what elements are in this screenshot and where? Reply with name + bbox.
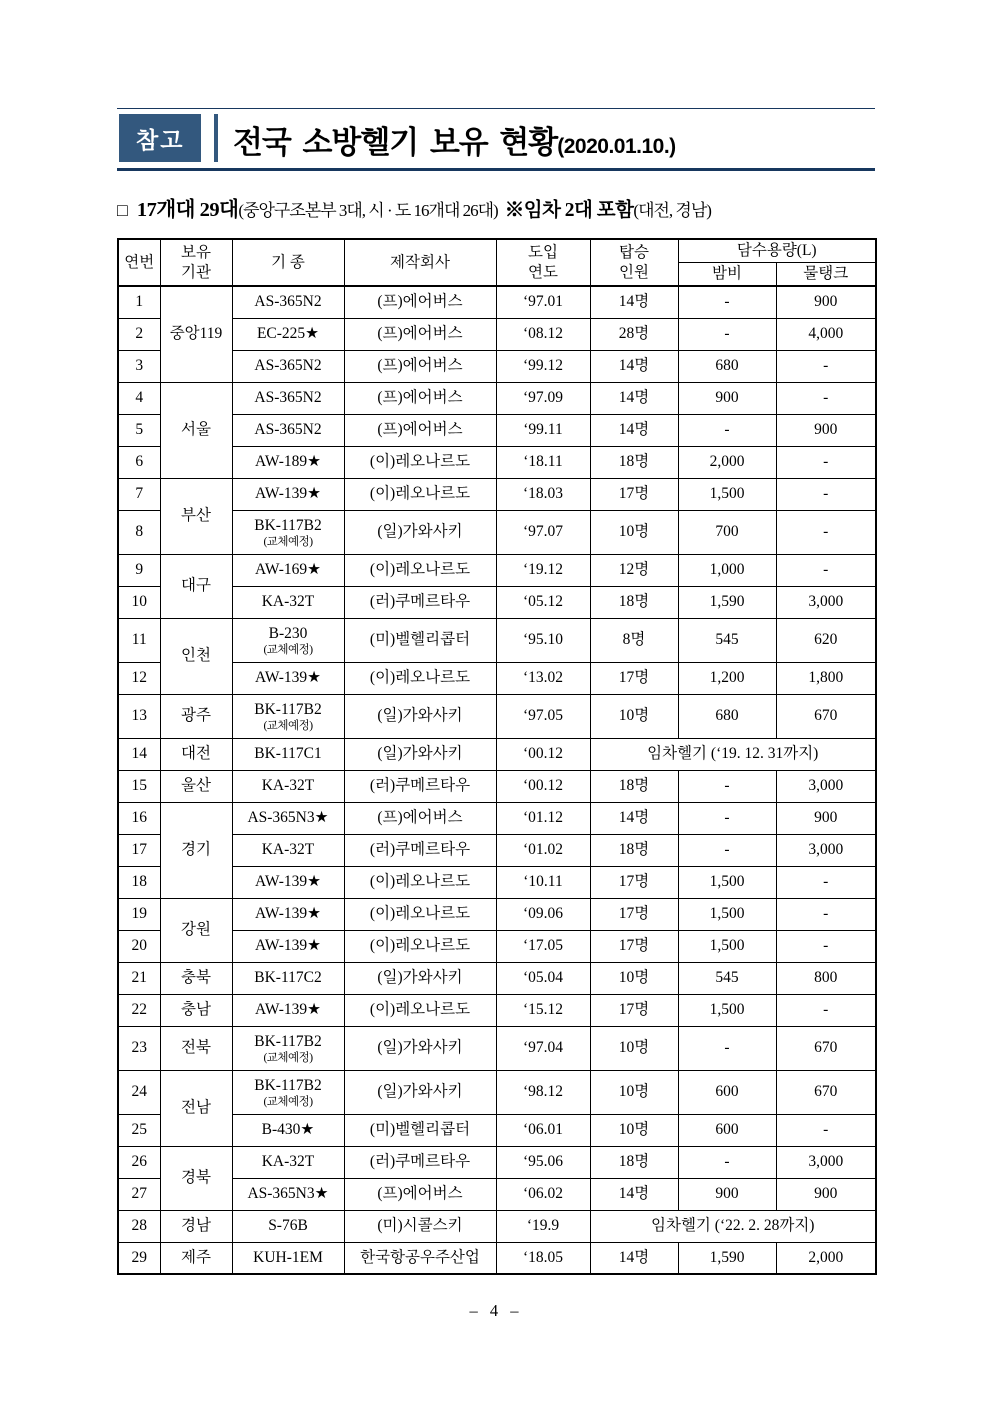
model-replacement-note: (교체예정): [263, 1052, 313, 1065]
cell-bambi-capacity: 1,000: [678, 554, 776, 586]
cell-tank-capacity: 800: [776, 962, 876, 994]
col-header-seats: 탑승 인원: [590, 239, 678, 286]
cell-manufacturer: (프)에어버스: [344, 414, 496, 446]
cell-tank-capacity: 900: [776, 802, 876, 834]
model-replacement-note: (교체예정): [263, 644, 313, 657]
cell-intro-year: ‘00.12: [496, 770, 590, 802]
cell-manufacturer: (이)레오나르도: [344, 930, 496, 962]
cell-manufacturer: (러)쿠메르타우: [344, 586, 496, 618]
table-row: [118, 930, 876, 962]
cell-seats: 10명: [590, 1026, 678, 1070]
cell-model: AS-365N2: [232, 286, 344, 318]
cell-model: [232, 510, 344, 554]
cell-seats: 14명: [590, 286, 678, 318]
table-row: [118, 738, 876, 770]
col-header-bambi: 밤비: [678, 263, 776, 287]
cell-intro-year: ‘99.12: [496, 350, 590, 382]
page-title: 전국 소방헬기 보유 현황: [232, 125, 558, 160]
cell-seats: 10명: [590, 1070, 678, 1114]
cell-seats: 17명: [590, 478, 678, 510]
cell-tank-capacity: -: [776, 554, 876, 586]
cell-intro-year: ‘97.07: [496, 510, 590, 554]
cell-bambi-capacity: 545: [678, 962, 776, 994]
cell-manufacturer: (일)가와사키: [344, 510, 496, 554]
cell-lease-note: 임차헬기 (‘19. 12. 31까지): [590, 738, 876, 770]
cell-model: [232, 1070, 344, 1114]
table-row: [118, 1070, 876, 1114]
cell-number: 25: [118, 1114, 160, 1146]
cell-number: 21: [118, 962, 160, 994]
cell-model: B-430★: [232, 1114, 344, 1146]
cell-number: 4: [118, 382, 160, 414]
cell-organization: 충남: [160, 994, 232, 1026]
cell-intro-year: ‘97.01: [496, 286, 590, 318]
cell-tank-capacity: -: [776, 898, 876, 930]
cell-model: AS-365N2: [232, 350, 344, 382]
cell-seats: 14명: [590, 414, 678, 446]
cell-model: BK-117C1: [232, 738, 344, 770]
table-row: [118, 898, 876, 930]
col-header-capacity: 담수용량(L): [678, 239, 876, 263]
table-row: [118, 554, 876, 586]
cell-number: 19: [118, 898, 160, 930]
cell-number: 29: [118, 1242, 160, 1274]
cell-bambi-capacity: 1,500: [678, 866, 776, 898]
cell-number: 8: [118, 510, 160, 554]
table-row: [118, 694, 876, 738]
cell-organization: 전남: [160, 1070, 232, 1146]
cell-model: S-76B: [232, 1210, 344, 1242]
cell-seats: 10명: [590, 694, 678, 738]
cell-manufacturer: (이)레오나르도: [344, 898, 496, 930]
table-row: [118, 414, 876, 446]
cell-model: AW-139★: [232, 898, 344, 930]
cell-bambi-capacity: 600: [678, 1070, 776, 1114]
cell-bambi-capacity: 680: [678, 350, 776, 382]
cell-model: BK-117C2: [232, 962, 344, 994]
col-header-org: 보유 기관: [160, 239, 232, 286]
cell-organization: 충북: [160, 962, 232, 994]
table-row: [118, 446, 876, 478]
cell-manufacturer: (미)벨헬리콥터: [344, 1114, 496, 1146]
cell-number: 7: [118, 478, 160, 510]
cell-seats: 18명: [590, 446, 678, 478]
cell-bambi-capacity: 680: [678, 694, 776, 738]
cell-number: 24: [118, 1070, 160, 1114]
cell-model: AW-139★: [232, 478, 344, 510]
cell-intro-year: ‘97.09: [496, 382, 590, 414]
cell-manufacturer: (미)시콜스키: [344, 1210, 496, 1242]
cell-manufacturer: (일)가와사키: [344, 694, 496, 738]
cell-seats: 14명: [590, 1242, 678, 1274]
cell-model: AW-139★: [232, 930, 344, 962]
cell-organization: 경북: [160, 1146, 232, 1210]
cell-bambi-capacity: 1,500: [678, 930, 776, 962]
page-number: – 4 –: [469, 1301, 523, 1321]
table-row: [118, 866, 876, 898]
cell-model: [232, 694, 344, 738]
cell-manufacturer: (이)레오나르도: [344, 662, 496, 694]
summary-total: 17개대 29대: [136, 199, 239, 221]
cell-tank-capacity: -: [776, 446, 876, 478]
cell-organization: 대전: [160, 738, 232, 770]
cell-bambi-capacity: -: [678, 802, 776, 834]
cell-bambi-capacity: 700: [678, 510, 776, 554]
cell-model: AW-139★: [232, 662, 344, 694]
cell-number: 28: [118, 1210, 160, 1242]
table-row: [118, 802, 876, 834]
cell-organization: 중앙119: [160, 286, 232, 382]
cell-manufacturer: (이)레오나르도: [344, 994, 496, 1026]
cell-tank-capacity: 620: [776, 618, 876, 662]
cell-bambi-capacity: 900: [678, 1178, 776, 1210]
cell-number: 27: [118, 1178, 160, 1210]
cell-model: KA-32T: [232, 586, 344, 618]
cell-seats: 28명: [590, 318, 678, 350]
cell-seats: 17명: [590, 898, 678, 930]
summary-line: [117, 192, 875, 222]
table-header: [118, 239, 876, 286]
model-name: B-230: [268, 624, 308, 642]
cell-number: 18: [118, 866, 160, 898]
cell-manufacturer: (러)쿠메르타우: [344, 834, 496, 866]
cell-intro-year: ‘18.05: [496, 1242, 590, 1274]
cell-intro-year: ‘95.10: [496, 618, 590, 662]
cell-manufacturer: (일)가와사키: [344, 962, 496, 994]
cell-intro-year: ‘18.03: [496, 478, 590, 510]
cell-seats: 17명: [590, 994, 678, 1026]
cell-tank-capacity: 4,000: [776, 318, 876, 350]
cell-organization: 광주: [160, 694, 232, 738]
cell-intro-year: ‘17.05: [496, 930, 590, 962]
cell-bambi-capacity: 1,500: [678, 994, 776, 1026]
cell-intro-year: ‘13.02: [496, 662, 590, 694]
cell-bambi-capacity: 1,500: [678, 898, 776, 930]
cell-model: AS-365N3★: [232, 802, 344, 834]
cell-number: 22: [118, 994, 160, 1026]
cell-manufacturer: (러)쿠메르타우: [344, 1146, 496, 1178]
cell-organization: 제주: [160, 1242, 232, 1274]
cell-number: 6: [118, 446, 160, 478]
cell-organization: 경기: [160, 802, 232, 898]
cell-organization: 인천: [160, 618, 232, 694]
cell-model: AW-139★: [232, 994, 344, 1026]
table-row: [118, 1242, 876, 1274]
cell-intro-year: ‘01.02: [496, 834, 590, 866]
cell-number: 23: [118, 1026, 160, 1070]
table-row: [118, 1026, 876, 1070]
table-row: [118, 1146, 876, 1178]
header-band: [117, 108, 875, 171]
cell-number: 5: [118, 414, 160, 446]
cell-number: 17: [118, 834, 160, 866]
cell-organization: 강원: [160, 898, 232, 962]
cell-bambi-capacity: -: [678, 1146, 776, 1178]
cell-manufacturer: (프)에어버스: [344, 382, 496, 414]
cell-tank-capacity: -: [776, 350, 876, 382]
cell-model: AS-365N2: [232, 414, 344, 446]
cell-organization: 울산: [160, 770, 232, 802]
cell-seats: 17명: [590, 930, 678, 962]
cell-tank-capacity: 900: [776, 286, 876, 318]
document-page: [117, 0, 875, 1321]
cell-tank-capacity: 900: [776, 1178, 876, 1210]
cell-model: AW-169★: [232, 554, 344, 586]
table-row: [118, 994, 876, 1026]
cell-manufacturer: (미)벨헬리콥터: [344, 618, 496, 662]
cell-model: KA-32T: [232, 770, 344, 802]
cell-bambi-capacity: 1,200: [678, 662, 776, 694]
cell-seats: 18명: [590, 834, 678, 866]
cell-seats: 18명: [590, 770, 678, 802]
cell-seats: 14명: [590, 1178, 678, 1210]
table-row: [118, 478, 876, 510]
cell-model: AS-365N2: [232, 382, 344, 414]
cell-tank-capacity: 900: [776, 414, 876, 446]
cell-bambi-capacity: -: [678, 1026, 776, 1070]
summary-lease-note: ※임차 2대 포함: [504, 200, 634, 221]
cell-model: AS-365N3★: [232, 1178, 344, 1210]
table-row: [118, 382, 876, 414]
table-row: [118, 318, 876, 350]
cell-bambi-capacity: -: [678, 770, 776, 802]
cell-manufacturer: (일)가와사키: [344, 1026, 496, 1070]
cell-manufacturer: (프)에어버스: [344, 318, 496, 350]
cell-tank-capacity: -: [776, 866, 876, 898]
cell-bambi-capacity: 545: [678, 618, 776, 662]
cell-bambi-capacity: 900: [678, 382, 776, 414]
cell-intro-year: ‘15.12: [496, 994, 590, 1026]
cell-organization: 부산: [160, 478, 232, 554]
square-bullet-icon: □: [117, 200, 128, 220]
table-row: [118, 834, 876, 866]
cell-seats: 10명: [590, 510, 678, 554]
model-name: BK-117B2: [254, 1076, 322, 1094]
cell-organization: 경남: [160, 1210, 232, 1242]
cell-seats: 18명: [590, 586, 678, 618]
cell-tank-capacity: -: [776, 1114, 876, 1146]
cell-intro-year: ‘00.12: [496, 738, 590, 770]
cell-bambi-capacity: 600: [678, 1114, 776, 1146]
cell-intro-year: ‘97.04: [496, 1026, 590, 1070]
summary-lease-regions: (대전, 경남): [633, 201, 711, 220]
cell-number: 14: [118, 738, 160, 770]
cell-seats: 14명: [590, 350, 678, 382]
cell-bambi-capacity: -: [678, 318, 776, 350]
cell-model: AW-139★: [232, 866, 344, 898]
page-title-date: (2020.01.10.): [557, 135, 676, 158]
cell-seats: 12명: [590, 554, 678, 586]
cell-number: 9: [118, 554, 160, 586]
cell-seats: 14명: [590, 382, 678, 414]
cell-tank-capacity: -: [776, 510, 876, 554]
cell-manufacturer: (프)에어버스: [344, 802, 496, 834]
cell-intro-year: ‘99.11: [496, 414, 590, 446]
table-row: [118, 962, 876, 994]
cell-organization: 서울: [160, 382, 232, 478]
cell-number: 11: [118, 618, 160, 662]
model-name: BK-117B2: [254, 1032, 322, 1050]
table-row: [118, 662, 876, 694]
table-row: [118, 618, 876, 662]
cell-tank-capacity: -: [776, 994, 876, 1026]
cell-intro-year: ‘06.01: [496, 1114, 590, 1146]
cell-seats: 18명: [590, 1146, 678, 1178]
cell-model: KUH-1EM: [232, 1242, 344, 1274]
helicopter-table: [117, 238, 877, 1275]
cell-tank-capacity: 3,000: [776, 770, 876, 802]
cell-number: 26: [118, 1146, 160, 1178]
table-row: [118, 286, 876, 318]
model-replacement-note: (교체예정): [263, 1096, 313, 1109]
model-name: BK-117B2: [254, 700, 322, 718]
reference-badge: 참고: [119, 114, 201, 162]
cell-intro-year: ‘05.04: [496, 962, 590, 994]
table-row: [118, 1114, 876, 1146]
col-header-year: 도입 연도: [496, 239, 590, 286]
cell-bambi-capacity: -: [678, 414, 776, 446]
cell-seats: 17명: [590, 662, 678, 694]
cell-manufacturer: (프)에어버스: [344, 286, 496, 318]
cell-tank-capacity: -: [776, 478, 876, 510]
cell-model: [232, 618, 344, 662]
cell-bambi-capacity: -: [678, 286, 776, 318]
cell-manufacturer: (러)쿠메르타우: [344, 770, 496, 802]
model-replacement-note: (교체예정): [263, 720, 313, 733]
cell-tank-capacity: 2,000: [776, 1242, 876, 1274]
cell-intro-year: ‘08.12: [496, 318, 590, 350]
cell-number: 2: [118, 318, 160, 350]
cell-manufacturer: (프)에어버스: [344, 1178, 496, 1210]
cell-manufacturer: 한국항공우주산업: [344, 1242, 496, 1274]
cell-tank-capacity: -: [776, 382, 876, 414]
table-row: [118, 350, 876, 382]
cell-lease-note: 임차헬기 (‘22. 2. 28까지): [590, 1210, 876, 1242]
cell-intro-year: ‘97.05: [496, 694, 590, 738]
cell-model: KA-32T: [232, 1146, 344, 1178]
cell-tank-capacity: 1,800: [776, 662, 876, 694]
cell-tank-capacity: 670: [776, 1026, 876, 1070]
cell-intro-year: ‘01.12: [496, 802, 590, 834]
cell-bambi-capacity: 1,590: [678, 1242, 776, 1274]
cell-seats: 10명: [590, 962, 678, 994]
title-wrap: [218, 114, 676, 162]
table-row: [118, 586, 876, 618]
table-row: [118, 1178, 876, 1210]
cell-tank-capacity: 670: [776, 1070, 876, 1114]
cell-tank-capacity: 3,000: [776, 1146, 876, 1178]
cell-intro-year: ‘18.11: [496, 446, 590, 478]
cell-number: 20: [118, 930, 160, 962]
cell-number: 1: [118, 286, 160, 318]
cell-model: [232, 1026, 344, 1070]
cell-manufacturer: (일)가와사키: [344, 1070, 496, 1114]
table-row: [118, 510, 876, 554]
cell-intro-year: ‘06.02: [496, 1178, 590, 1210]
cell-bambi-capacity: 1,500: [678, 478, 776, 510]
col-header-model: 기 종: [232, 239, 344, 286]
cell-number: 10: [118, 586, 160, 618]
cell-model: KA-32T: [232, 834, 344, 866]
cell-intro-year: ‘19.9: [496, 1210, 590, 1242]
table-row: [118, 1210, 876, 1242]
cell-manufacturer: (이)레오나르도: [344, 554, 496, 586]
cell-number: 13: [118, 694, 160, 738]
cell-manufacturer: (프)에어버스: [344, 350, 496, 382]
cell-number: 16: [118, 802, 160, 834]
cell-tank-capacity: 3,000: [776, 834, 876, 866]
model-replacement-note: (교체예정): [263, 536, 313, 549]
cell-seats: 14명: [590, 802, 678, 834]
cell-tank-capacity: -: [776, 930, 876, 962]
cell-number: 15: [118, 770, 160, 802]
cell-number: 3: [118, 350, 160, 382]
table-row: [118, 770, 876, 802]
cell-intro-year: ‘19.12: [496, 554, 590, 586]
model-name: BK-117B2: [254, 516, 322, 534]
col-header-tank: 물탱크: [776, 263, 876, 287]
cell-organization: 전북: [160, 1026, 232, 1070]
cell-model: AW-189★: [232, 446, 344, 478]
col-header-num: 연번: [118, 239, 160, 286]
cell-seats: 8명: [590, 618, 678, 662]
cell-manufacturer: (이)레오나르도: [344, 446, 496, 478]
cell-bambi-capacity: 2,000: [678, 446, 776, 478]
cell-seats: 17명: [590, 866, 678, 898]
summary-breakdown: (중앙구조본부 3대, 시 · 도 16개대 26대): [238, 201, 498, 220]
cell-manufacturer: (일)가와사키: [344, 738, 496, 770]
cell-tank-capacity: 670: [776, 694, 876, 738]
cell-intro-year: ‘10.11: [496, 866, 590, 898]
cell-intro-year: ‘98.12: [496, 1070, 590, 1114]
cell-number: 12: [118, 662, 160, 694]
cell-seats: 10명: [590, 1114, 678, 1146]
cell-intro-year: ‘95.06: [496, 1146, 590, 1178]
cell-intro-year: ‘09.06: [496, 898, 590, 930]
col-header-maker: 제작회사: [344, 239, 496, 286]
cell-manufacturer: (이)레오나르도: [344, 478, 496, 510]
cell-bambi-capacity: 1,590: [678, 586, 776, 618]
cell-tank-capacity: 3,000: [776, 586, 876, 618]
cell-organization: 대구: [160, 554, 232, 618]
cell-manufacturer: (이)레오나르도: [344, 866, 496, 898]
cell-model: EC-225★: [232, 318, 344, 350]
cell-bambi-capacity: -: [678, 834, 776, 866]
cell-intro-year: ‘05.12: [496, 586, 590, 618]
helicopter-table-body: [118, 286, 876, 1274]
